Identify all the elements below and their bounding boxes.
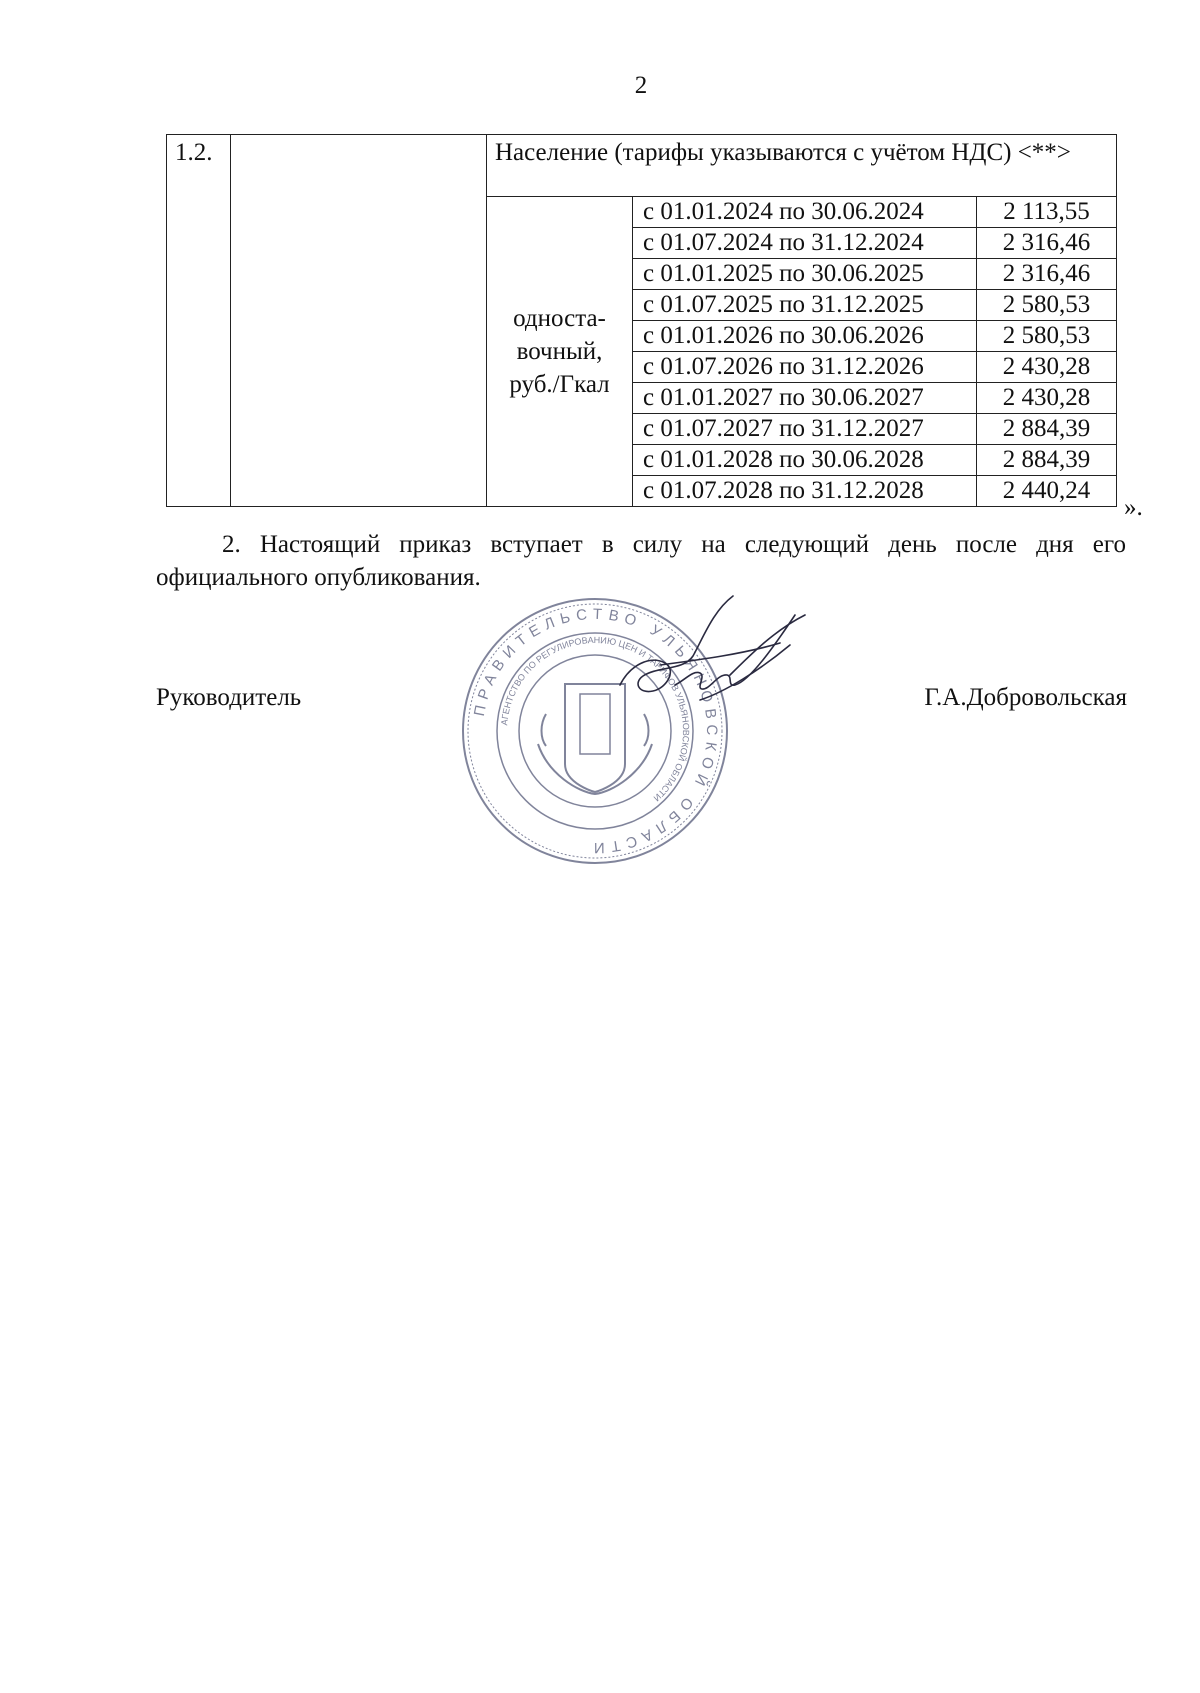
signatory-title: Руководитель xyxy=(156,684,302,711)
tariff-value-cell: 2 113,55 xyxy=(977,197,1117,228)
signatory-name: Г.А.Добровольская xyxy=(924,684,1127,711)
group-label-cell: Население (тарифы указываются с учётом НДС) <**> xyxy=(487,135,1117,197)
period-cell: с 01.01.2025 по 30.06.2025 xyxy=(633,259,977,290)
tariff-table xyxy=(166,134,1117,507)
effective-date-paragraph: 2. Настоящий приказ вступает в силу на следующий день после дня его официального опубликования. xyxy=(156,531,1126,591)
tariff-type-cell: односта- вочный, руб./Гкал xyxy=(487,197,633,507)
closing-quote: ». xyxy=(1124,494,1143,521)
tariff-value-cell: 2 430,28 xyxy=(977,383,1117,414)
seal-inner-text: АГЕНТСТВО ПО РЕГУЛИРОВАНИЮ ЦЕН И ТАРИФОВ УЛЬЯНОВСКОЙ ОБЛАСТИ xyxy=(499,634,692,804)
tariff-value-cell: 2 430,28 xyxy=(977,352,1117,383)
tariff-value-cell: 2 440,24 xyxy=(977,476,1117,507)
period-cell: с 01.07.2027 по 31.12.2027 xyxy=(633,414,977,445)
period-cell: с 01.07.2025 по 31.12.2025 xyxy=(633,290,977,321)
row-number-cell: 1.2. xyxy=(167,135,231,507)
period-cell: с 01.01.2028 по 30.06.2028 xyxy=(633,445,977,476)
period-cell: с 01.01.2026 по 30.06.2026 xyxy=(633,321,977,352)
tariff-value-cell: 2 580,53 xyxy=(977,321,1117,352)
tariff-value-cell: 2 580,53 xyxy=(977,290,1117,321)
handwritten-signature xyxy=(600,590,830,740)
tariff-value-cell: 2 884,39 xyxy=(977,445,1117,476)
period-cell: с 01.07.2024 по 31.12.2024 xyxy=(633,228,977,259)
page-number: 2 xyxy=(634,72,648,99)
period-cell: с 01.07.2028 по 31.12.2028 xyxy=(633,476,977,507)
tariff-value-cell: 2 316,46 xyxy=(977,259,1117,290)
seal-outer-text: ПРАВИТЕЛЬСТВО УЛЬЯНОВСКОЙ ОБЛАСТИ xyxy=(470,605,721,857)
tariff-value-cell: 2 316,46 xyxy=(977,228,1117,259)
blank-cell xyxy=(231,135,487,507)
tariff-value-cell: 2 884,39 xyxy=(977,414,1117,445)
period-cell: с 01.07.2026 по 31.12.2026 xyxy=(633,352,977,383)
period-cell: с 01.01.2027 по 30.06.2027 xyxy=(633,383,977,414)
table-row xyxy=(167,135,1117,197)
period-cell: с 01.01.2024 по 30.06.2024 xyxy=(633,197,977,228)
